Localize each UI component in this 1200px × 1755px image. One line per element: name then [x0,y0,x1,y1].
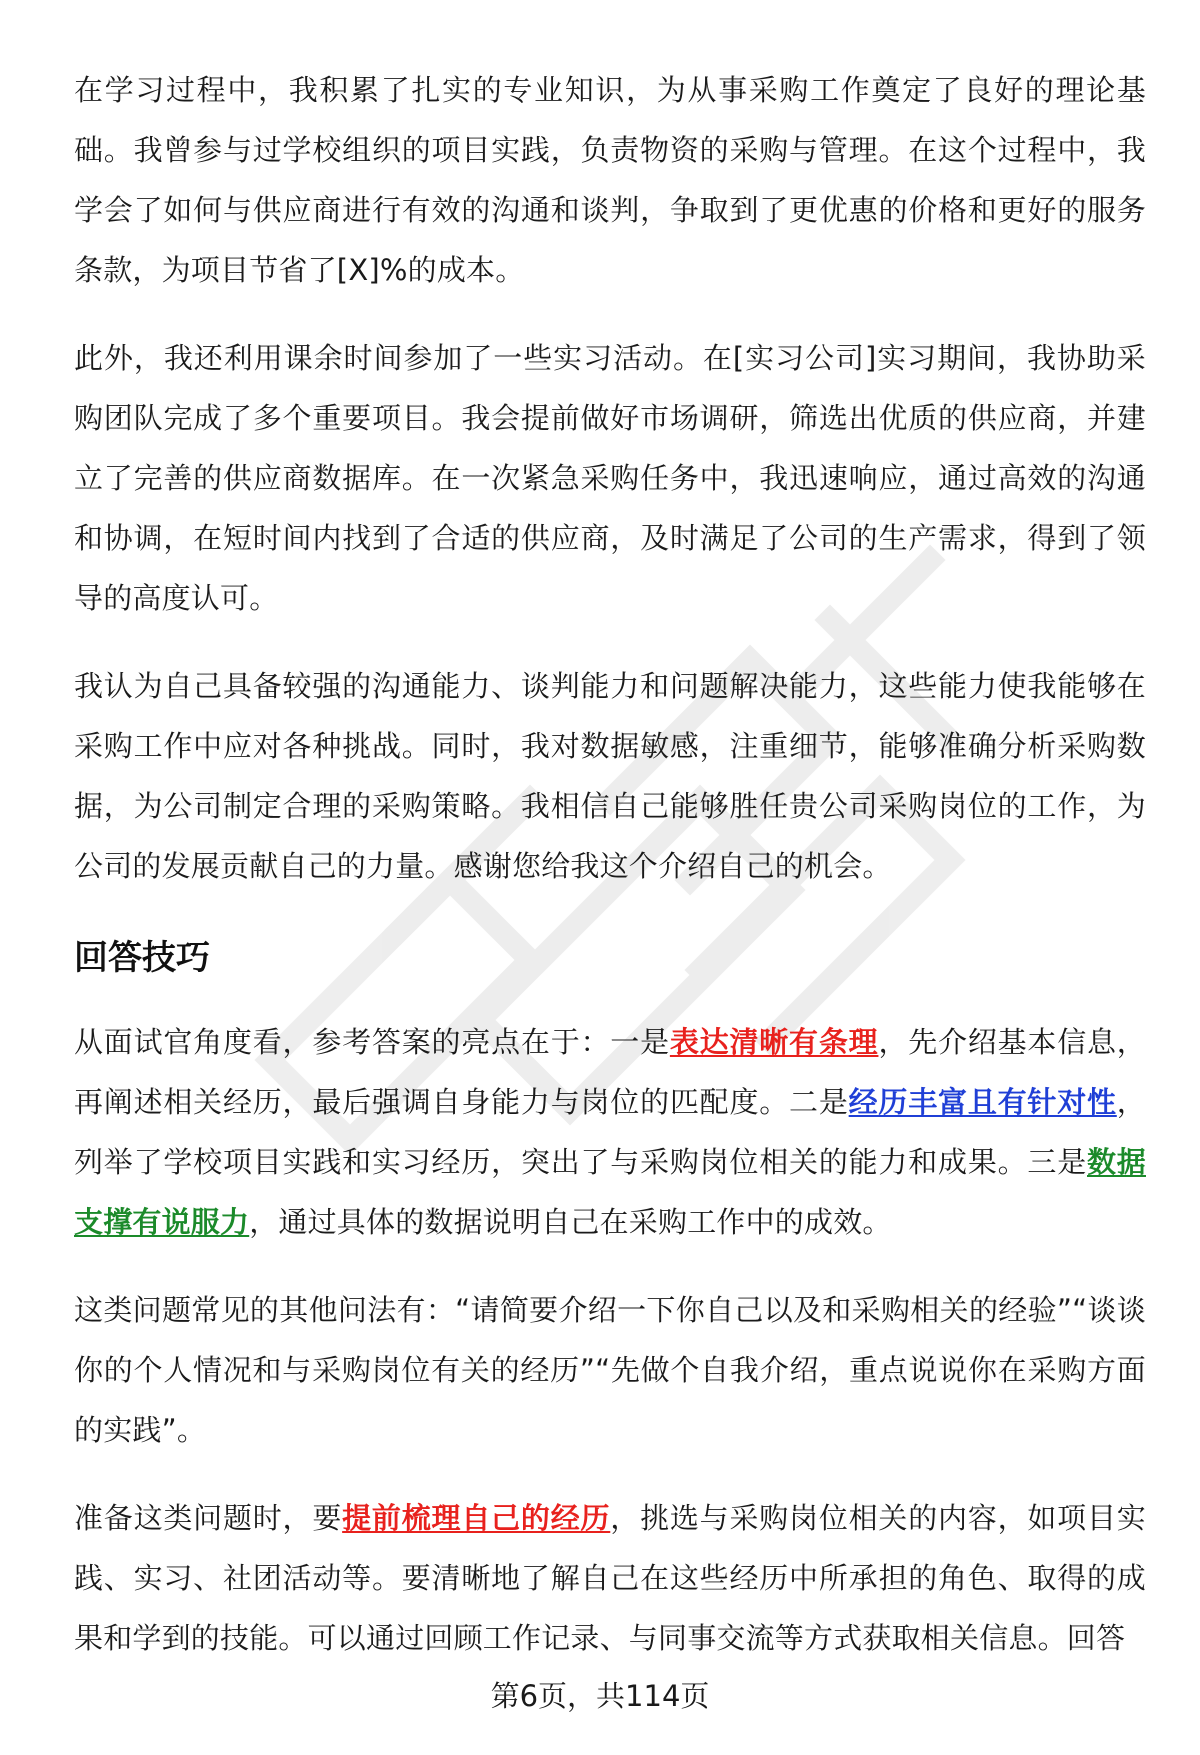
highlight-data-support: 数据支撑有说服力 [74,1145,1146,1239]
highlight-review-experience: 提前梳理自己的经历 [342,1501,611,1535]
highlight-clear-expression: 表达清晰有条理 [669,1025,879,1059]
section-heading: 回答技巧 [74,938,210,978]
paragraph-study-experience: 在学习过程中，我积累了扎实的专业知识，为从事采购工作奠定了良好的理论基础。我曾参与过学校组织的项目实践，负责物资的采购与管理。在这个过程中，我学会了如何与供应商进行有效的沟通和谈判，争取到了更优惠的价格和更好的服务条款，为项目节省了[X]%的成本。 [74,73,1146,287]
text-run: ，挑选与采购岗位相关的内容，如项目实践、实习、社团活动等。要清晰地了解自己在这些经历中所承担的角色、取得的成果和学到的技能。可以通过回顾工作记录、与同事交流等方式获取相关信息。回答 [74,1501,1146,1655]
document-body [74,60,1146,1668]
page-number-footer: 第6页，共114页 [490,1679,710,1713]
text-run: ，列举了学校项目实践和实习经历，突出了与采购岗位相关的能力和成果。三是 [74,1085,1146,1179]
text-run: ，通过具体的数据说明自己在采购工作中的成效。 [249,1205,892,1239]
text-run: 准备这类问题时，要 [74,1501,343,1535]
paragraph-preparation [74,1488,1146,1668]
paragraph-internship: 此外，我还利用课余时间参加了一些实习活动。在[实习公司]实习期间，我协助采购团队完成了多个重要项目。我会提前做好市场调研，筛选出优质的供应商，并建立了完善的供应商数据库。在一次紧急采购任务中，我迅速响应，通过高效的沟通和协调，在短时间内找到了合适的供应商，及时满足了公司的生产需求，得到了领导的高度认可。 [74,341,1146,615]
text-run: ，先介绍基本信息，再阐述相关经历，最后强调自身能力与岗位的匹配度。二是 [74,1025,1146,1119]
paragraph-abilities: 我认为自己具备较强的沟通能力、谈判能力和问题解决能力，这些能力使我能够在采购工作中应对各种挑战。同时，我对数据敏感，注重细节，能够准确分析采购数据，为公司制定合理的采购策略。我相信自己能够胜任贵公司采购岗位的工作，为公司的发展贡献自己的力量。感谢您给我这个介绍自己的机会。 [74,669,1146,883]
highlight-rich-experience: 经历丰富且有针对性 [848,1085,1117,1119]
paragraph-alternative-questions: 这类问题常见的其他问法有：“请简要介绍一下你自己以及和采购相关的经验”“谈谈你的个人情况和与采购岗位有关的经历”“先做个自我介绍，重点说说你在采购方面的实践”。 [74,1293,1146,1447]
paragraph-highlights [74,1012,1146,1252]
text-run: 从面试官角度看，参考答案的亮点在于：一是 [74,1025,670,1059]
